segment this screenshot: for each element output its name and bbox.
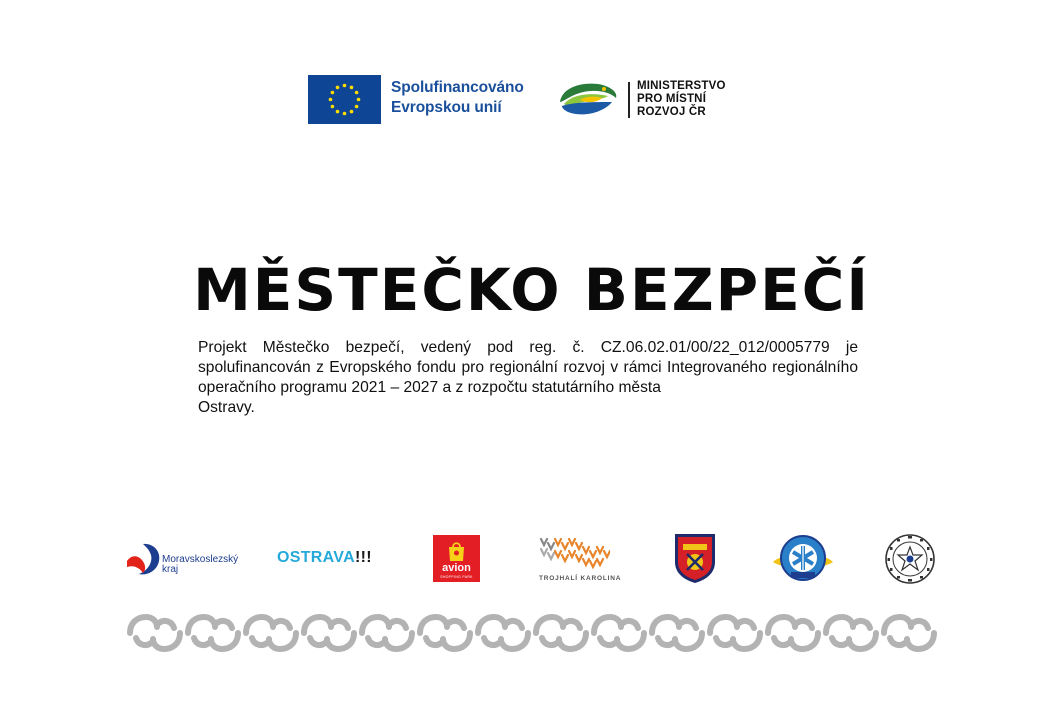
eu-text-line2: Evropskou unií (391, 99, 502, 116)
eu-flag-logo (308, 75, 381, 124)
ostrava-logo (277, 549, 372, 567)
page-title: MĚSTEČKO BEZPEČÍ (193, 256, 870, 324)
mmr-text (637, 80, 726, 119)
avion-subtext: SHOPPING PARK (440, 575, 473, 579)
ambulance-emblem-icon (771, 532, 835, 589)
msk-line2: kraj (162, 564, 179, 575)
police-badge-icon (884, 533, 936, 590)
msk-region-icon (125, 541, 163, 582)
eu-cofinanced-text (391, 78, 524, 118)
mmr-emblem-icon (558, 80, 620, 125)
ostrava-text: OSTRAVA (277, 549, 355, 566)
trojhali-icon (538, 535, 610, 578)
fire-rescue-badge-icon (673, 532, 717, 589)
msk-text (162, 555, 238, 575)
mmr-line2: PRO MÍSTNÍ (637, 93, 707, 105)
mmr-line1: MINISTERSTVO (637, 80, 726, 92)
project-description-last-line: Ostravy. (198, 399, 255, 416)
ostrava-exclamations: !!! (354, 549, 372, 566)
mmr-divider (628, 82, 630, 118)
mmr-line3: ROZVOJ ČR (637, 106, 706, 118)
eu-text-line1: Spolufinancováno (391, 79, 524, 96)
decorative-chain-icon (126, 614, 938, 657)
avion-text: avion (442, 562, 471, 574)
trojhali-text: TROJHALÍ KAROLINA (539, 575, 622, 582)
msk-line1: Moravskoslezský (162, 554, 239, 565)
project-description: Projekt Městečko bezpečí, vedený pod reg. č. CZ.06.02.01/00/22_012/0005779 je spolufinancován z Evropského fondu pro regionální rozvoj v rámci Integrovaného regionálního operačního programu 2021 – 2027 a z rozpočtu statutárního města (198, 339, 858, 396)
